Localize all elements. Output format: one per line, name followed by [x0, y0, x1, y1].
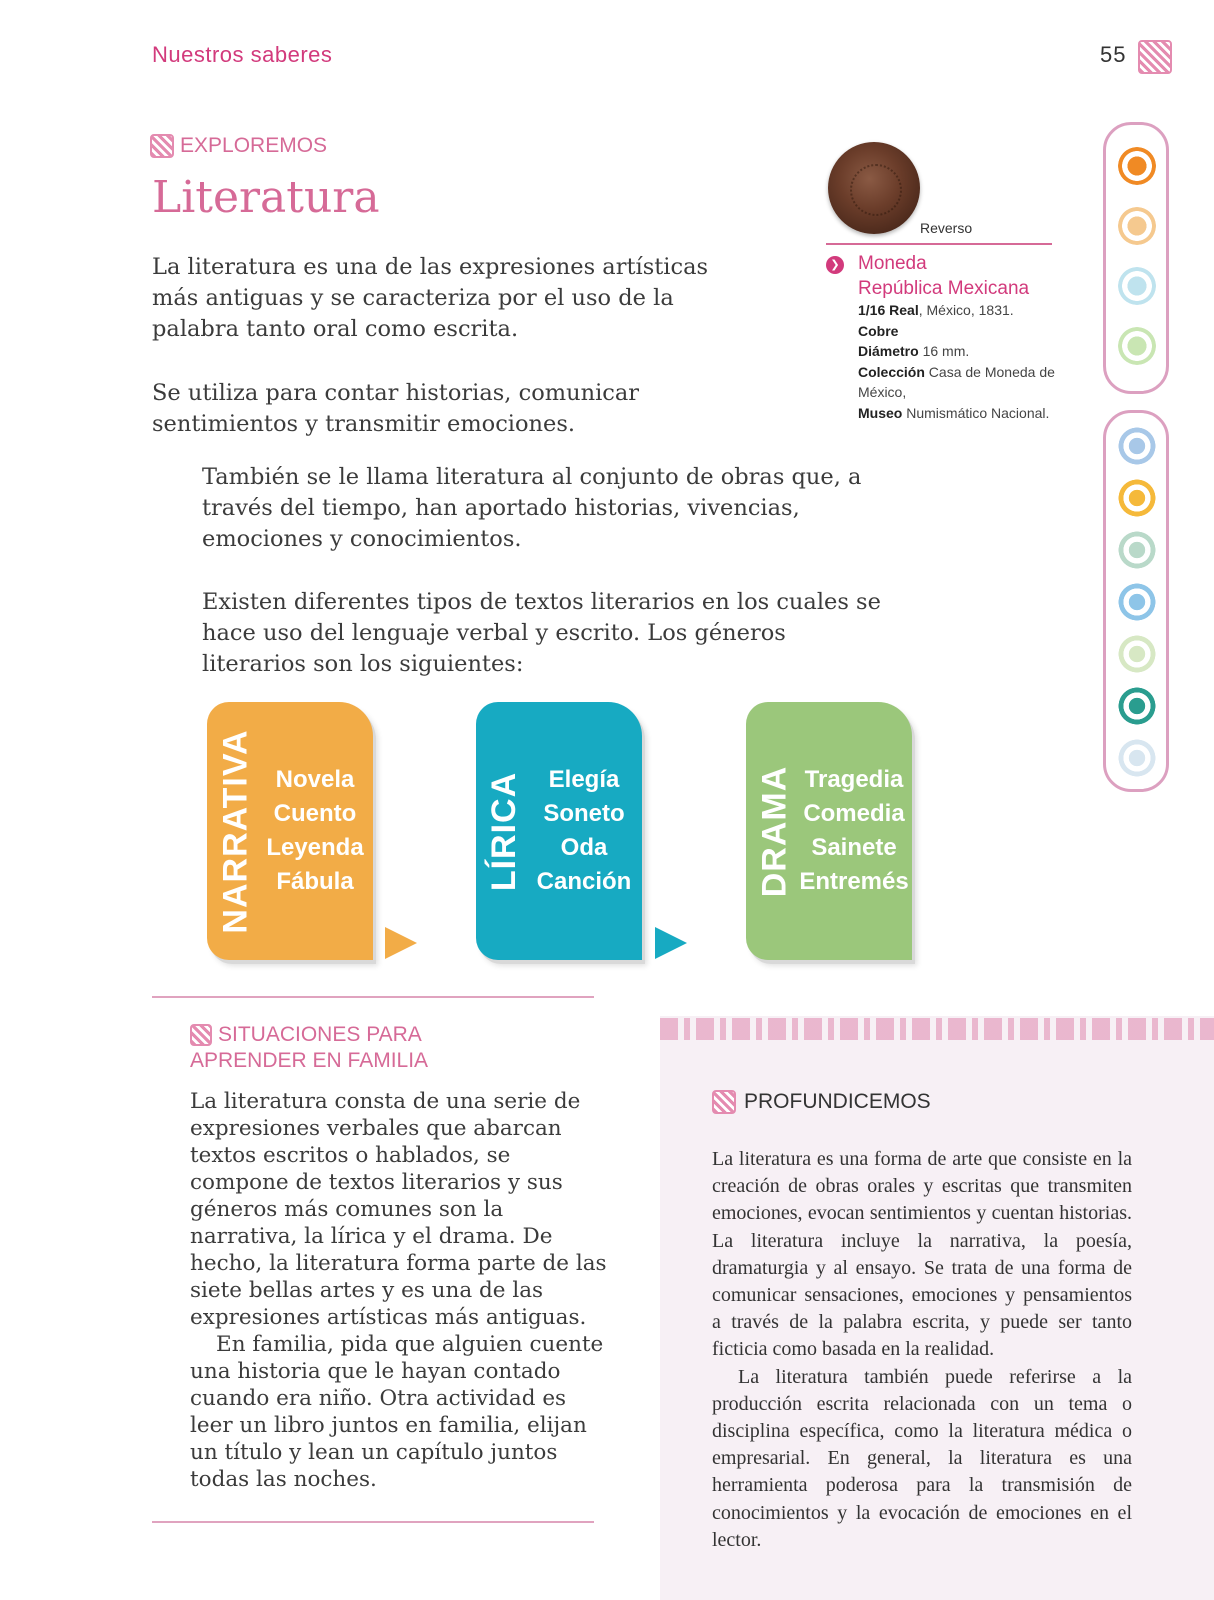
genre-item: Elegía [548, 766, 620, 793]
glyph-icon [712, 1090, 736, 1114]
coin-details [858, 300, 1058, 423]
intro-paragraph-4: Existen diferentes tipos de textos literarios en los cuales se hace uso del lenguaje verbal y escrito. Los géneros literarios son los siguientes: [202, 589, 881, 677]
pre-hispanic-glyph-icon [1138, 40, 1172, 74]
axis-icon-1 [1118, 427, 1156, 465]
coin-museum: Museo Numismático Nacional. [858, 404, 1050, 421]
genre-item: Entremés [799, 868, 909, 895]
arrow-right-icon [385, 927, 417, 959]
chevron-right-icon: ❯ [826, 256, 844, 274]
family-heading [190, 1022, 570, 1074]
coin-title [858, 251, 1029, 301]
genre-item: Oda [560, 834, 608, 861]
coin-image [828, 142, 920, 234]
page-number: 55 [1100, 42, 1127, 67]
section-divider [152, 996, 594, 998]
glyph-icon [190, 1024, 212, 1046]
genre-list [530, 702, 638, 960]
genre-title: LÍRICA [485, 771, 524, 891]
axis-icon-4 [1118, 583, 1156, 621]
family-text [190, 1088, 610, 1493]
deepen-heading [712, 1090, 931, 1114]
genre-box-lirica [476, 702, 642, 960]
family-paragraph-1: La literatura consta de una serie de expresiones verbales que abarcan textos escritos o hablados, se compone de textos literarios y sus géneros más comunes son la narrativa, la lírica y el drama. De hecho, la literatura forma parte de las siete bellas artes y es una de las expresiones artísticas más antiguas. [190, 1089, 607, 1330]
coin-collection: Colección Casa de Moneda de México, [858, 363, 1055, 400]
genre-item: Cuento [273, 800, 357, 827]
axis-icon-6 [1118, 687, 1156, 725]
family-heading-line2: APRENDER EN FAMILIA [190, 1049, 429, 1072]
coin-divider [826, 243, 1052, 245]
section-header: Nuestros saberes [152, 42, 333, 67]
decorative-glyph-border [660, 1018, 1214, 1040]
axis-icon-2 [1118, 479, 1156, 517]
genre-box-drama [746, 702, 912, 960]
genre-box-narrativa [207, 702, 373, 960]
coin-diameter: Diámetro 16 mm. [858, 343, 970, 359]
deepen-heading-text: PROFUNDICEMOS [744, 1090, 931, 1113]
genre-list [800, 702, 908, 960]
genre-item: Soneto [543, 800, 625, 827]
arrow-right-icon [655, 927, 687, 959]
genre-item: Novela [275, 766, 355, 793]
family-paragraph-2: En familia, pida que alguien cuente una historia que le hayan contado cuando era niño. Otra actividad es leer un libro juntos en familia, elijan un título y lean un capítulo juntos todas las noches. [190, 1332, 604, 1492]
coin-side-label: Reverso [920, 220, 973, 236]
coin-title-line1: Moneda [858, 253, 927, 274]
deepen-paragraph-1: La literatura es una forma de arte que consiste en la creación de obras orales y escritas que transmiten emociones, evocan sentimientos y cuentan historias. La literatura incluye la narrativa, la poesía, dramaturgia y al ensayo. Se trata de una forma de comunicar sensaciones, emociones y pensamientos a través de la palabra escrita, y puede ser tanto ficticia como basada en la realidad. [712, 1148, 1132, 1361]
coin-denomination: 1/16 Real, México, 1831. [858, 302, 1014, 318]
axis-icon-7 [1118, 739, 1156, 777]
field-icon-3 [1118, 267, 1156, 305]
explore-label-text: EXPLOREMOS [180, 134, 328, 157]
genre-item: Fábula [276, 868, 354, 895]
axis-icon-5 [1118, 635, 1156, 673]
axis-icon-3 [1118, 531, 1156, 569]
coin-material: Cobre [858, 322, 899, 339]
page-title: Literatura [152, 172, 380, 223]
field-icon-4 [1118, 327, 1156, 365]
side-icon-bar-top [1103, 122, 1169, 394]
intro-paragraph-1: La literatura es una de las expresiones artísticas más antiguas y se caracteriza por el uso de la palabra tanto oral como escrita. [152, 254, 709, 342]
field-icon-1 [1118, 147, 1156, 185]
genre-item: Canción [536, 868, 632, 895]
intro-paragraph-2: Se utiliza para contar historias, comunicar sentimientos y transmitir emociones. [152, 380, 640, 437]
genre-title: DRAMA [755, 765, 794, 897]
deepen-text [712, 1146, 1132, 1554]
glyph-icon [150, 134, 174, 158]
deepen-paragraph-2: La literatura también puede referirse a la producción escrita relacionada con un tema o disciplina específica, como la literatura médica o empresarial. En general, la literatura es una herramienta poderosa para la transmisión de conocimientos y la evocación de emociones en el lector. [712, 1365, 1132, 1551]
genre-list [261, 702, 369, 960]
genre-item: Sainete [811, 834, 897, 861]
intro-paragraph-3: También se le llama literatura al conjunto de obras que, a través del tiempo, han aportado historias, vivencias, emociones y conocimientos. [202, 464, 862, 552]
genre-item: Tragedia [804, 766, 904, 793]
genre-item: Leyenda [266, 834, 364, 861]
field-icon-2 [1118, 207, 1156, 245]
explore-label [150, 134, 327, 158]
side-icon-bar-bottom [1103, 410, 1169, 792]
section-divider [152, 1521, 594, 1523]
genre-item: Comedia [803, 800, 905, 827]
coin-title-line2: República Mexicana [858, 278, 1030, 299]
family-heading-line1: SITUACIONES PARA [218, 1023, 422, 1046]
genre-title: NARRATIVA [216, 728, 255, 934]
